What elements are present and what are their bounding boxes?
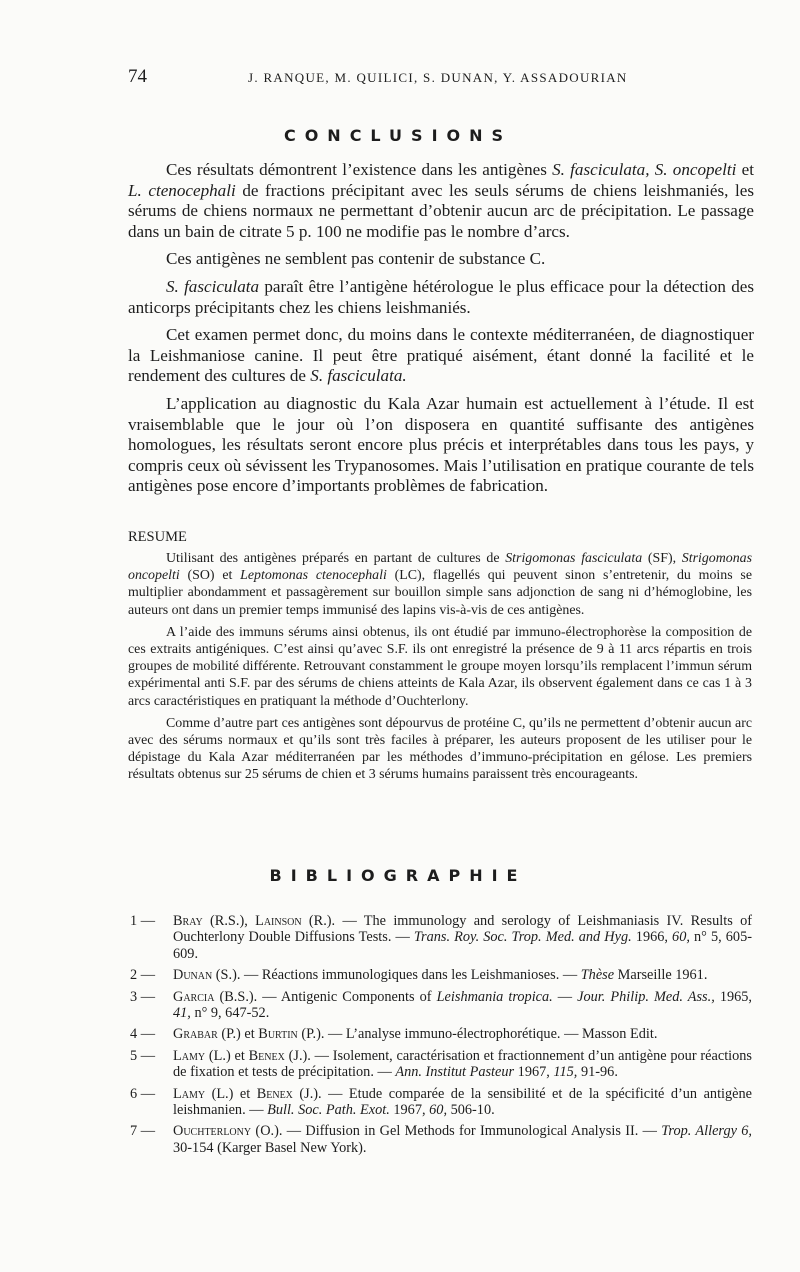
text-run: (R.). — The immunology and serology of Leishmaniasis IV. Results of Ouchterlony Double Diffusions Tests. — bbox=[173, 913, 752, 946]
text-run: 506-10. bbox=[447, 1102, 495, 1119]
running-head: J. RANQUE, M. QUILICI, S. DUNAN, Y. ASSADOURIAN bbox=[248, 70, 628, 85]
bibliography-entry bbox=[128, 989, 752, 1022]
author-name: Lamy bbox=[173, 1047, 206, 1064]
text-run: n° 5, 605-609. bbox=[173, 929, 752, 962]
author-name: Benex bbox=[256, 1085, 293, 1102]
italic-run: 41, bbox=[173, 1005, 191, 1022]
author-name: Ouchterlony bbox=[173, 1123, 252, 1140]
italic-run: Jour. Philip. Med. Ass., bbox=[577, 988, 715, 1005]
text-run: 91-96. bbox=[577, 1064, 618, 1081]
paragraph bbox=[128, 277, 754, 318]
paragraph bbox=[128, 715, 752, 784]
author-name: Lainson bbox=[255, 913, 302, 929]
italic-run: S. fasciculata, bbox=[552, 160, 650, 179]
text-run: (P.) et bbox=[217, 1026, 259, 1043]
entry-number: 6 — bbox=[130, 1085, 156, 1102]
resume-body bbox=[128, 550, 752, 789]
text-run: 30-154 (Karger Basel New York). bbox=[173, 1139, 367, 1156]
italic-run: Leptomonas ctenocephali bbox=[240, 568, 387, 584]
italic-run: Trop. Allergy 6, bbox=[661, 1123, 752, 1140]
paragraph bbox=[128, 550, 752, 619]
italic-run: S. fasciculata bbox=[166, 276, 260, 296]
conclusions-body bbox=[128, 160, 754, 504]
author-name: Grabar bbox=[173, 1026, 218, 1043]
text-run: L’application au diagnostic du Kala Azar humain est actuellement à l’étude. Il est vraisemblable que le jour où l’on disposera en quantité suffisante des antigènes homologues, les résultats seront encore plus précis et interprétables dans tous les pays, y compris ceux où sévissent les Trypanosomes. Mais l’utilisation en pratique courante de tels antigènes pose encore d’importants problèmes de fabrication. bbox=[128, 393, 754, 496]
bibliographie-title: BIBLIOGRAPHIE bbox=[269, 866, 527, 885]
text-run: 1965, bbox=[714, 988, 753, 1005]
text-run: Utilisant des antigènes préparés en partant de cultures de bbox=[166, 551, 506, 566]
entry-number: 4 — bbox=[130, 1026, 156, 1043]
bibliography-entry bbox=[128, 1048, 752, 1081]
text-run: Cet examen permet donc, du moins dans le contexte méditerranéen, de diagnostiquer la Leishmaniose canine. Il peut être pratiqué aisément, étant donné la facilité et le rendement des cultures de bbox=[128, 325, 754, 386]
author-name: Burtin bbox=[258, 1026, 298, 1043]
text-run: (B.S.). — Antigenic Components of bbox=[214, 988, 437, 1005]
text-run: (L.) et bbox=[205, 1047, 249, 1064]
bibliography-entry bbox=[128, 967, 752, 983]
bibliography-entry bbox=[128, 913, 752, 962]
text-run: (R.S.), bbox=[202, 913, 256, 929]
text-run: A l’aide des immuns sérums ainsi obtenus, ils ont étudié par immuno-électrophorèse la composition de ces extraits antigéniques. C’est ainsi qu’avec S.F. ils ont enregistré la présence de 9 à 11 arcs répartis en trois groupes de mobilité différente. Retrouvant constamment le groupe moyen lorsqu’ils remplacent l’immun sérum expérimental anti S.F. par des sérums de chiens atteints de Kala Azar, ils observent également dans ce cas 1 à 3 arcs caractéristiques en pratiquant la méthode d’Ouchterlony. bbox=[128, 624, 752, 709]
text-run: Comme d’autre part ces antigènes sont dépourvus de protéine C, qu’ils ne permettent d’obtenir aucun arc avec des sérums normaux et qu’ils sont très faciles à préparer, les auteurs proposent de les utiliser pour le dépistage du Kala Azar méditerranéen par les méthodes d’immuno-précipitation en gélose. Les premiers résultats obtenus sur 25 sérums de chien et 3 sérums humains paraissent très encourageants. bbox=[128, 715, 752, 783]
italic-run: Trans. Roy. Soc. Trop. Med. and Hyg. bbox=[413, 929, 632, 946]
paragraph bbox=[128, 325, 754, 387]
text-run: Marseille 1961. bbox=[614, 967, 708, 984]
text-run: (J.). — Etude comparée de la sensibilité et de la spécificité d’un antigène leishmanien. — bbox=[173, 1085, 753, 1119]
bibliography-list bbox=[128, 913, 752, 1161]
entry-number: 3 — bbox=[130, 988, 156, 1005]
italic-run: 60, bbox=[429, 1102, 448, 1119]
entry-number: 7 — bbox=[130, 1123, 156, 1140]
text-run: Ces antigènes ne semblent pas contenir de substance C. bbox=[166, 249, 546, 269]
text-run: de fractions précipitant avec les seuls sérums de chiens leishmaniés, les sérums de chiens normaux ne permettant d’obtenir aucun arc de précipitation. Le passage dans un bain de citrate 5 p. 100 ne modifie pas le nombre d’arcs. bbox=[128, 180, 754, 241]
italic-run: Ann. Institut Pasteur bbox=[395, 1064, 515, 1081]
text-run: Ces résultats démontrent l’existence dans les antigènes bbox=[166, 160, 553, 179]
italic-run: L. ctenocephali bbox=[128, 180, 236, 200]
paragraph bbox=[128, 249, 754, 270]
italic-run: Leishmania tropica. bbox=[436, 988, 553, 1005]
entry-number: 2 — bbox=[130, 967, 156, 984]
paragraph bbox=[128, 394, 754, 497]
paragraph bbox=[128, 160, 754, 242]
bibliography-entry bbox=[128, 1086, 752, 1119]
resume-heading: RESUME bbox=[128, 529, 187, 545]
author-name: Bray bbox=[173, 913, 203, 929]
italic-run: Strigomonas oncopelti bbox=[128, 551, 753, 584]
italic-run: Thèse bbox=[580, 967, 615, 984]
italic-run: Strigomonas fasciculata bbox=[505, 551, 643, 566]
bibliography-entry bbox=[128, 1026, 752, 1042]
author-name: Dunan bbox=[173, 967, 213, 984]
text-run: (J.). — Isolement, caractérisation et fractionnement d’un antigène pour réactions de fixation et tests de précipitation. — bbox=[173, 1047, 752, 1081]
conclusions-title: CONCLUSIONS bbox=[283, 126, 513, 145]
italic-run: S. oncopelti bbox=[654, 160, 737, 179]
text-run: (P.). — L’analyse immuno-électrophorétique. — Masson Edit. bbox=[297, 1026, 658, 1043]
entry-number: 1 — bbox=[130, 913, 156, 929]
text-run: (O.). — Diffusion in Gel Methods for Immunological Analysis II. — bbox=[251, 1123, 662, 1140]
italic-run: 60, bbox=[672, 929, 690, 946]
paragraph bbox=[128, 624, 752, 710]
text-run: (SO) et bbox=[179, 568, 241, 584]
text-run: — bbox=[552, 988, 578, 1005]
text-run: (LC), flagellés qui peuvent sinon s’entretenir, du moins se multiplier abondamment et passagèrement sur bouillon simple sans adjonction de sang ni d’hémoglobine, les auteurs ont dans un premier temps immunisé des lapins vis-à-vis de ces antigènes. bbox=[128, 568, 753, 618]
text-run: 1966, bbox=[631, 929, 673, 946]
author-name: Lamy bbox=[173, 1085, 206, 1102]
text-run: (L.) et bbox=[205, 1085, 257, 1102]
page-number: 74 bbox=[128, 66, 147, 87]
author-name: Garcia bbox=[173, 988, 215, 1005]
entry-number: 5 — bbox=[130, 1047, 156, 1064]
italic-run: 115, bbox=[553, 1064, 578, 1081]
text-run: paraît être l’antigène hétérologue le plus efficace pour la détection des anticorps précipitants chez les chiens leishmaniés. bbox=[128, 276, 754, 317]
text-run: et bbox=[736, 160, 754, 179]
page-header bbox=[128, 66, 668, 90]
text-run: 1967, bbox=[514, 1064, 554, 1081]
text-run: (SF), bbox=[642, 551, 682, 566]
text-run: (S.). — Réactions immunologiques dans les Leishmanioses. — bbox=[212, 967, 581, 984]
author-name: Benex bbox=[248, 1047, 285, 1064]
italic-run: Bull. Soc. Path. Exot. bbox=[267, 1102, 390, 1119]
text-run: n° 9, 647-52. bbox=[190, 1005, 270, 1022]
italic-run: S. fasciculata. bbox=[310, 366, 407, 386]
bibliography-entry bbox=[128, 1123, 752, 1156]
text-run: 1967, bbox=[389, 1102, 430, 1119]
